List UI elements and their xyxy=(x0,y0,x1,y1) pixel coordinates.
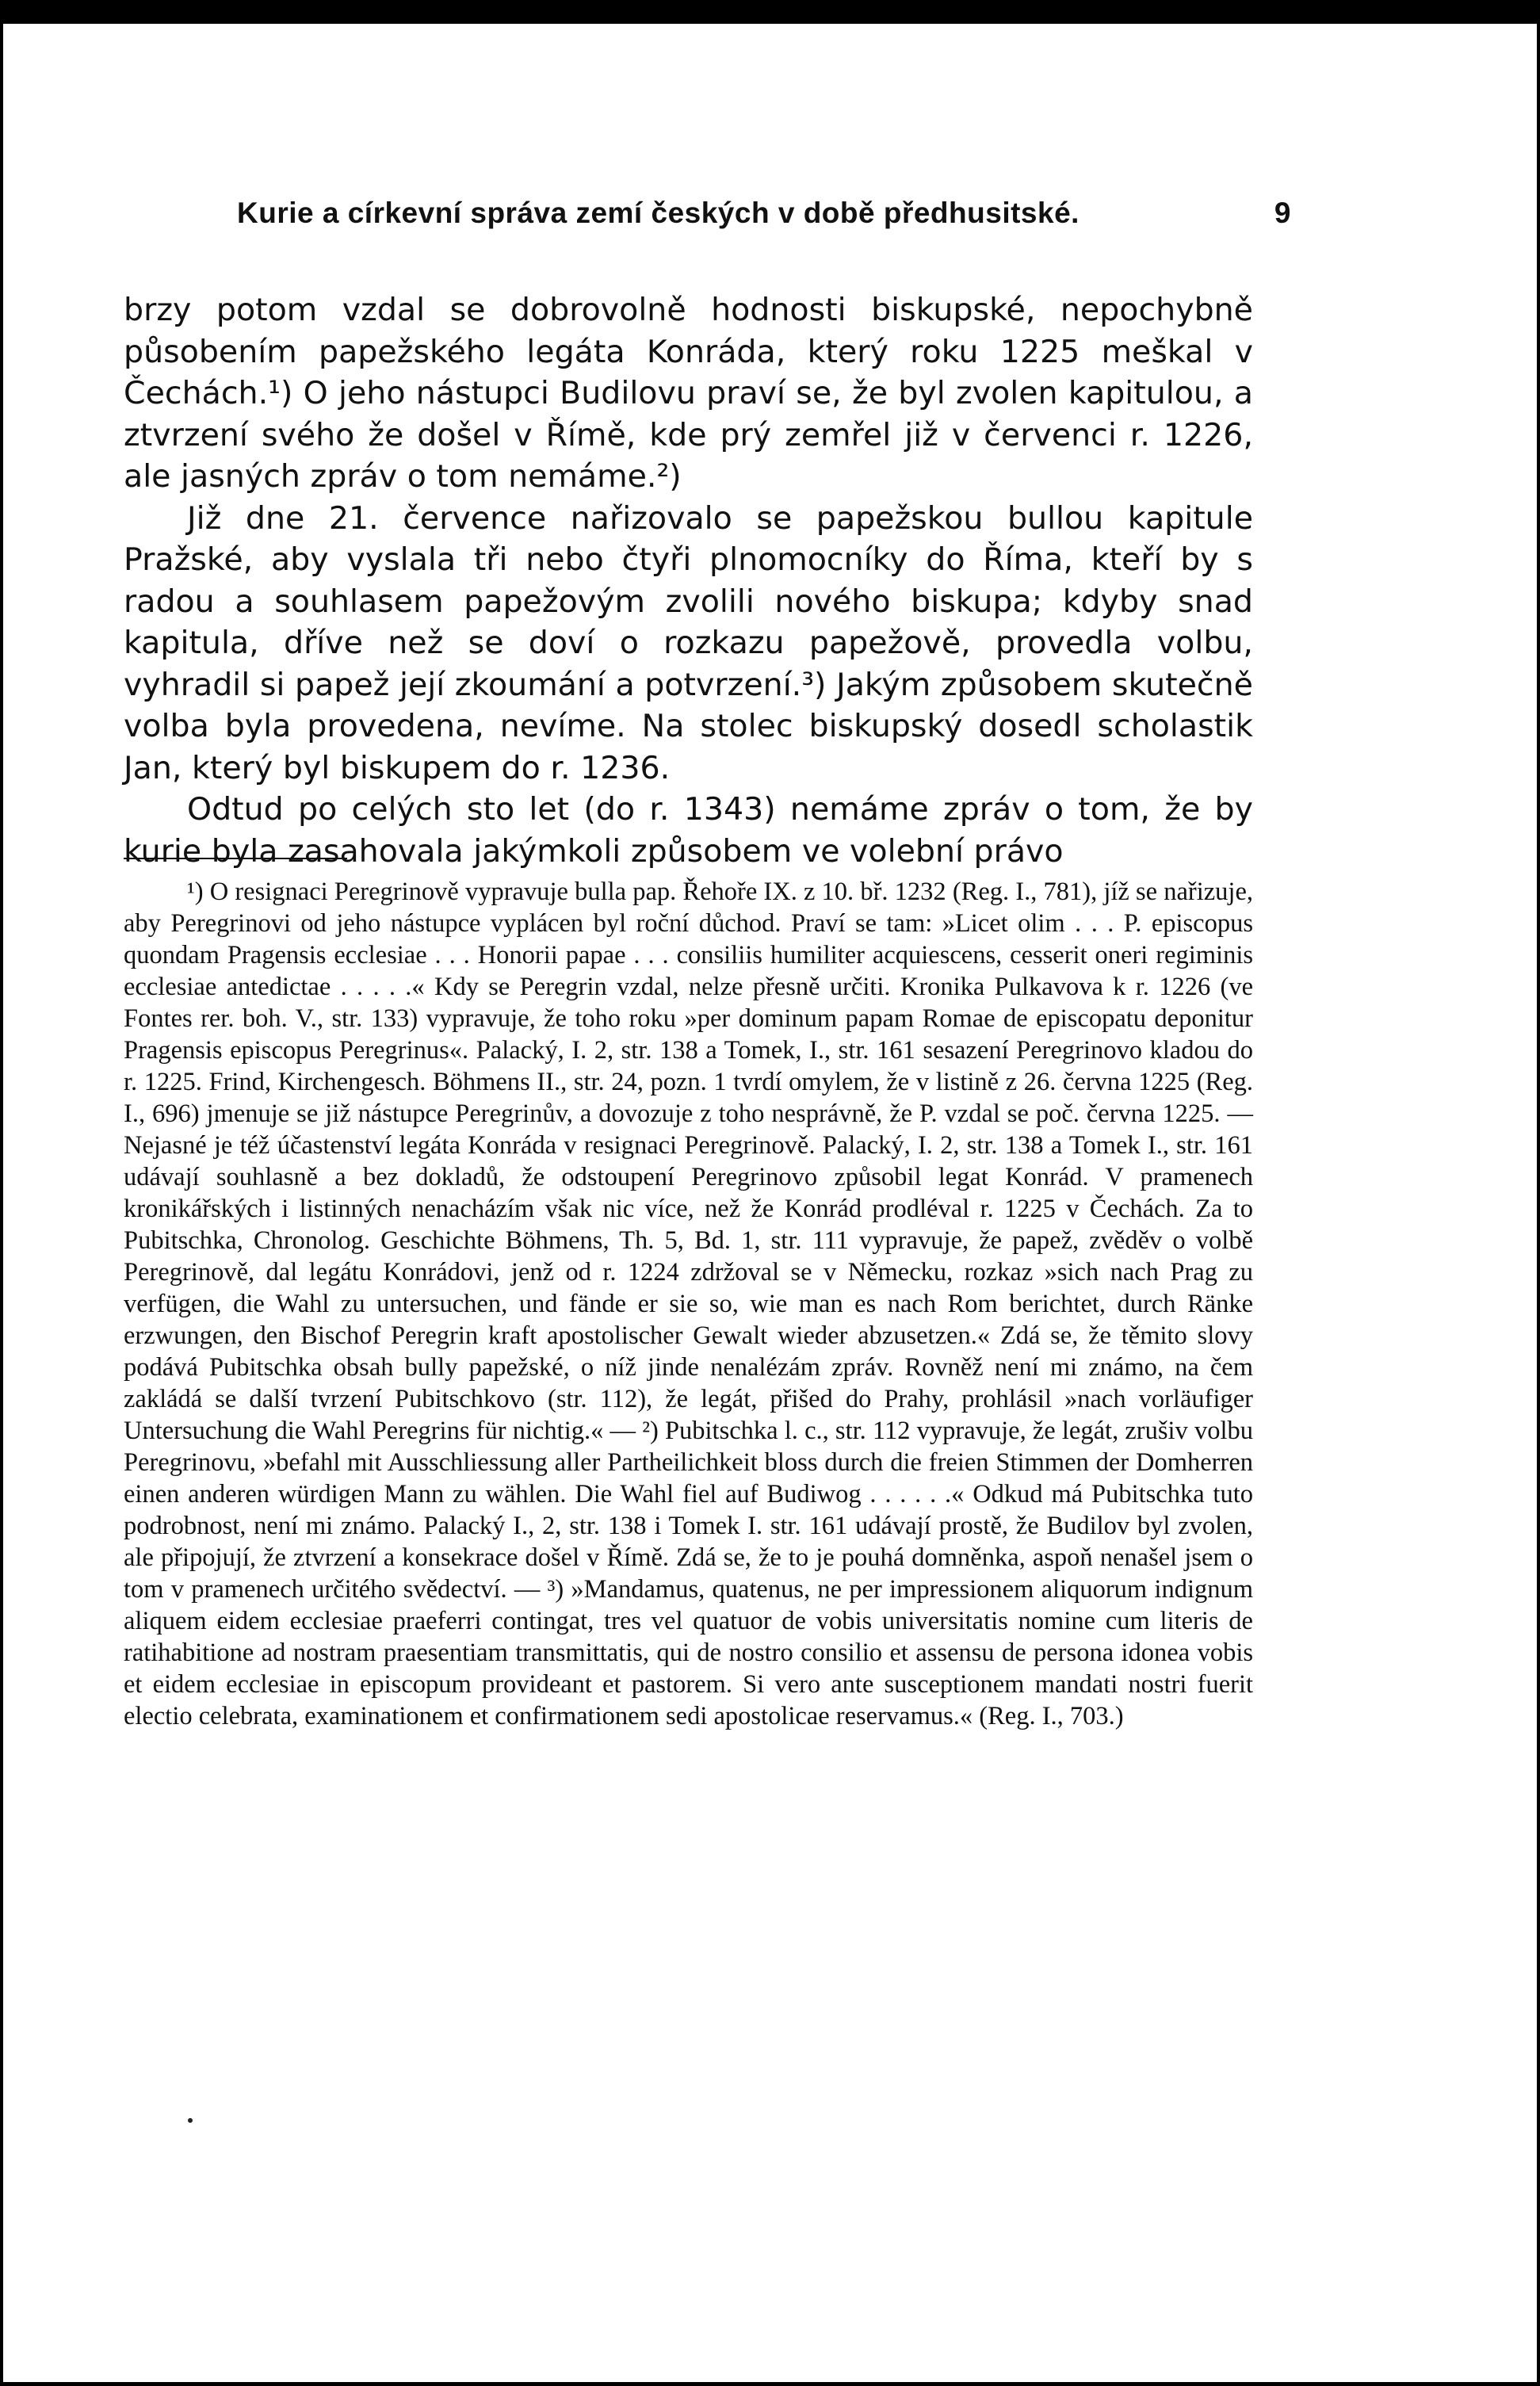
page-number: 9 xyxy=(1274,197,1291,229)
footnotes xyxy=(124,876,1253,1732)
body-paragraph: brzy potom vzdal se dobrovolně hodnosti biskupské, nepochybně působením papežského legáta Konráda, který roku 1225 meškal v Čechách.¹) O jeho nástupci Budilovu praví se, že byl zvolen kapitulou, a ztvrzení svého že došel v Římě, kde prý zemřel již v červenci r. 1226, ale jasných zpráv o tom nemáme.²) xyxy=(124,292,1253,495)
running-header xyxy=(237,197,1291,230)
ink-speck xyxy=(188,2118,193,2123)
footnote-divider xyxy=(124,858,347,859)
book-page xyxy=(3,24,1537,2382)
body-paragraph: Již dne 21. července nařizovalo se papežskou bullou kapitule Pražské, aby vyslala tři nebo čtyři plnomocníky do Říma, kteří by s radou a souhlasem papežovým zvolili nového biskupa; kdyby snad kapitula, dříve než se doví o rozkazu papežově, provedla volbu, vyhradil si papež její zkoumání a potvrzení.³) Jakým způsobem skutečně volba byla provedena, nevíme. Na stolec biskupský dosedl scholastik Jan, který byl biskupem do r. 1236. xyxy=(124,499,1253,786)
main-text xyxy=(124,289,1253,872)
footnote-text: ¹) O resignaci Peregrinově vypravuje bulla pap. Řehoře IX. z 10. bř. 1232 (Reg. I., 781), jíž se nařizuje, aby Peregrinovi od jeho nástupce vyplácen byl roční důchod. Praví se tam: »Licet olim . . . P. episcopus quondam Pragensis ecclesiae . . . Honorii papae . . . consiliis humiliter acquiescens, cesserit oneri regiminis ecclesiae antedictae . . . . .« Kdy se Peregrin vzdal, nelze přesně určiti. Kronika Pulkavova k r. 1226 (ve Fontes rer. boh. V., str. 133) vypravuje, že toho roku »per dominum papam Romae de episcopatu deponitur Pragensis episcopus Peregrinus«. Palacký, I. 2, str. 138 a Tomek, I., str. 161 sesazení Peregrinovo kladou do r. 1225. Frind, Kirchengesch. Böhmens II., str. 24, pozn. 1 tvrdí omylem, že v listině z 26. června 1225 (Reg. I., 696) jmenuje se již nástupce Peregrinův, a dovozuje z toho nesprávně, že P. vzdal se poč. června 1225. — Nejasné je též účastenství legáta Konráda v resignaci Peregrinově. Palacký, I. 2, str. 138 a Tomek I., str. 161 udávají souhlasně a bez dokladů, že odstoupení Peregrinovo způsobil legat Konrád. V pramenech kronikářských i listinných nenacházím však nic více, než že Konrád prodléval r. 1225 v Čechách. Za to Pubitschka, Chronolog. Geschichte Böhmens, Th. 5, Bd. 1, str. 111 vypravuje, že papež, zvěděv o volbě Peregrinově, dal legátu Konrádovi, jenž od r. 1224 zdržoval se v Německu, rozkaz »sich nach Prag zu verfügen, die Wahl zu untersuchen, und fände er sie so, wie man es nach Rom berichtet, durch Ränke erzwungen, den Bischof Peregrin kraft apostolischer Gewalt wieder abzusetzen.« Zdá se, že těmito slovy podává Pubitschka obsah bully papežské, o níž jinde nenalézám zpráv. Rovněž není mi známo, na čem zakládá se další tvrzení Pubitschkovo (str. 112), že legát, přišed do Prahy, prohlásil »nach vorläufiger Untersuchung die Wahl Peregrins für nichtig.« — ²) Pubitschka l. c., str. 112 vypravuje, že legát, zrušiv volbu Peregrinovu, »befahl mit Ausschliessung aller Partheilichkeit bloss durch die freien Stimmen der Domherren einen anderen würdigen Mann zu wählen. Die Wahl fiel auf Budiwog . . . . . .« Odkud má Pubitschka tuto podrobnost, není mi známo. Palacký I., 2, str. 138 i Tomek I. str. 161 udávají prostě, že Budilov byl zvolen, ale připojují, že ztvrzení a konsekrace došel v Římě. Zdá se, že to je pouhá domněnka, aspoň nenašel jsem o tom v pramenech určitého svědectví. — ³) »Mandamus, quatenus, ne per impressionem aliquorum indignum aliquem eidem ecclesiae praeferri contingat, tres vel quatuor de vobis universitatis nomine cum literis de ratihabitione ad nostram praesentiam transmittatis, qui de nostro consilio et assensu de persona idonea vobis et eidem ecclesiae in episcopum provideant et pastorem. Si vero ante susceptionem mandati nostri fuerit electio celebrata, examinationem et confirmationem sedi apostolicae reservamus.« (Reg. I., 703.) xyxy=(124,878,1253,1730)
running-title: Kurie a církevní správa zemí českých v době předhusitské. xyxy=(237,197,1080,229)
body-paragraph: Odtud po celých sto let (do r. 1343) nemáme zpráv o tom, že by kurie byla zasahovala jakýmkoli způsobem ve volební právo xyxy=(124,791,1253,870)
